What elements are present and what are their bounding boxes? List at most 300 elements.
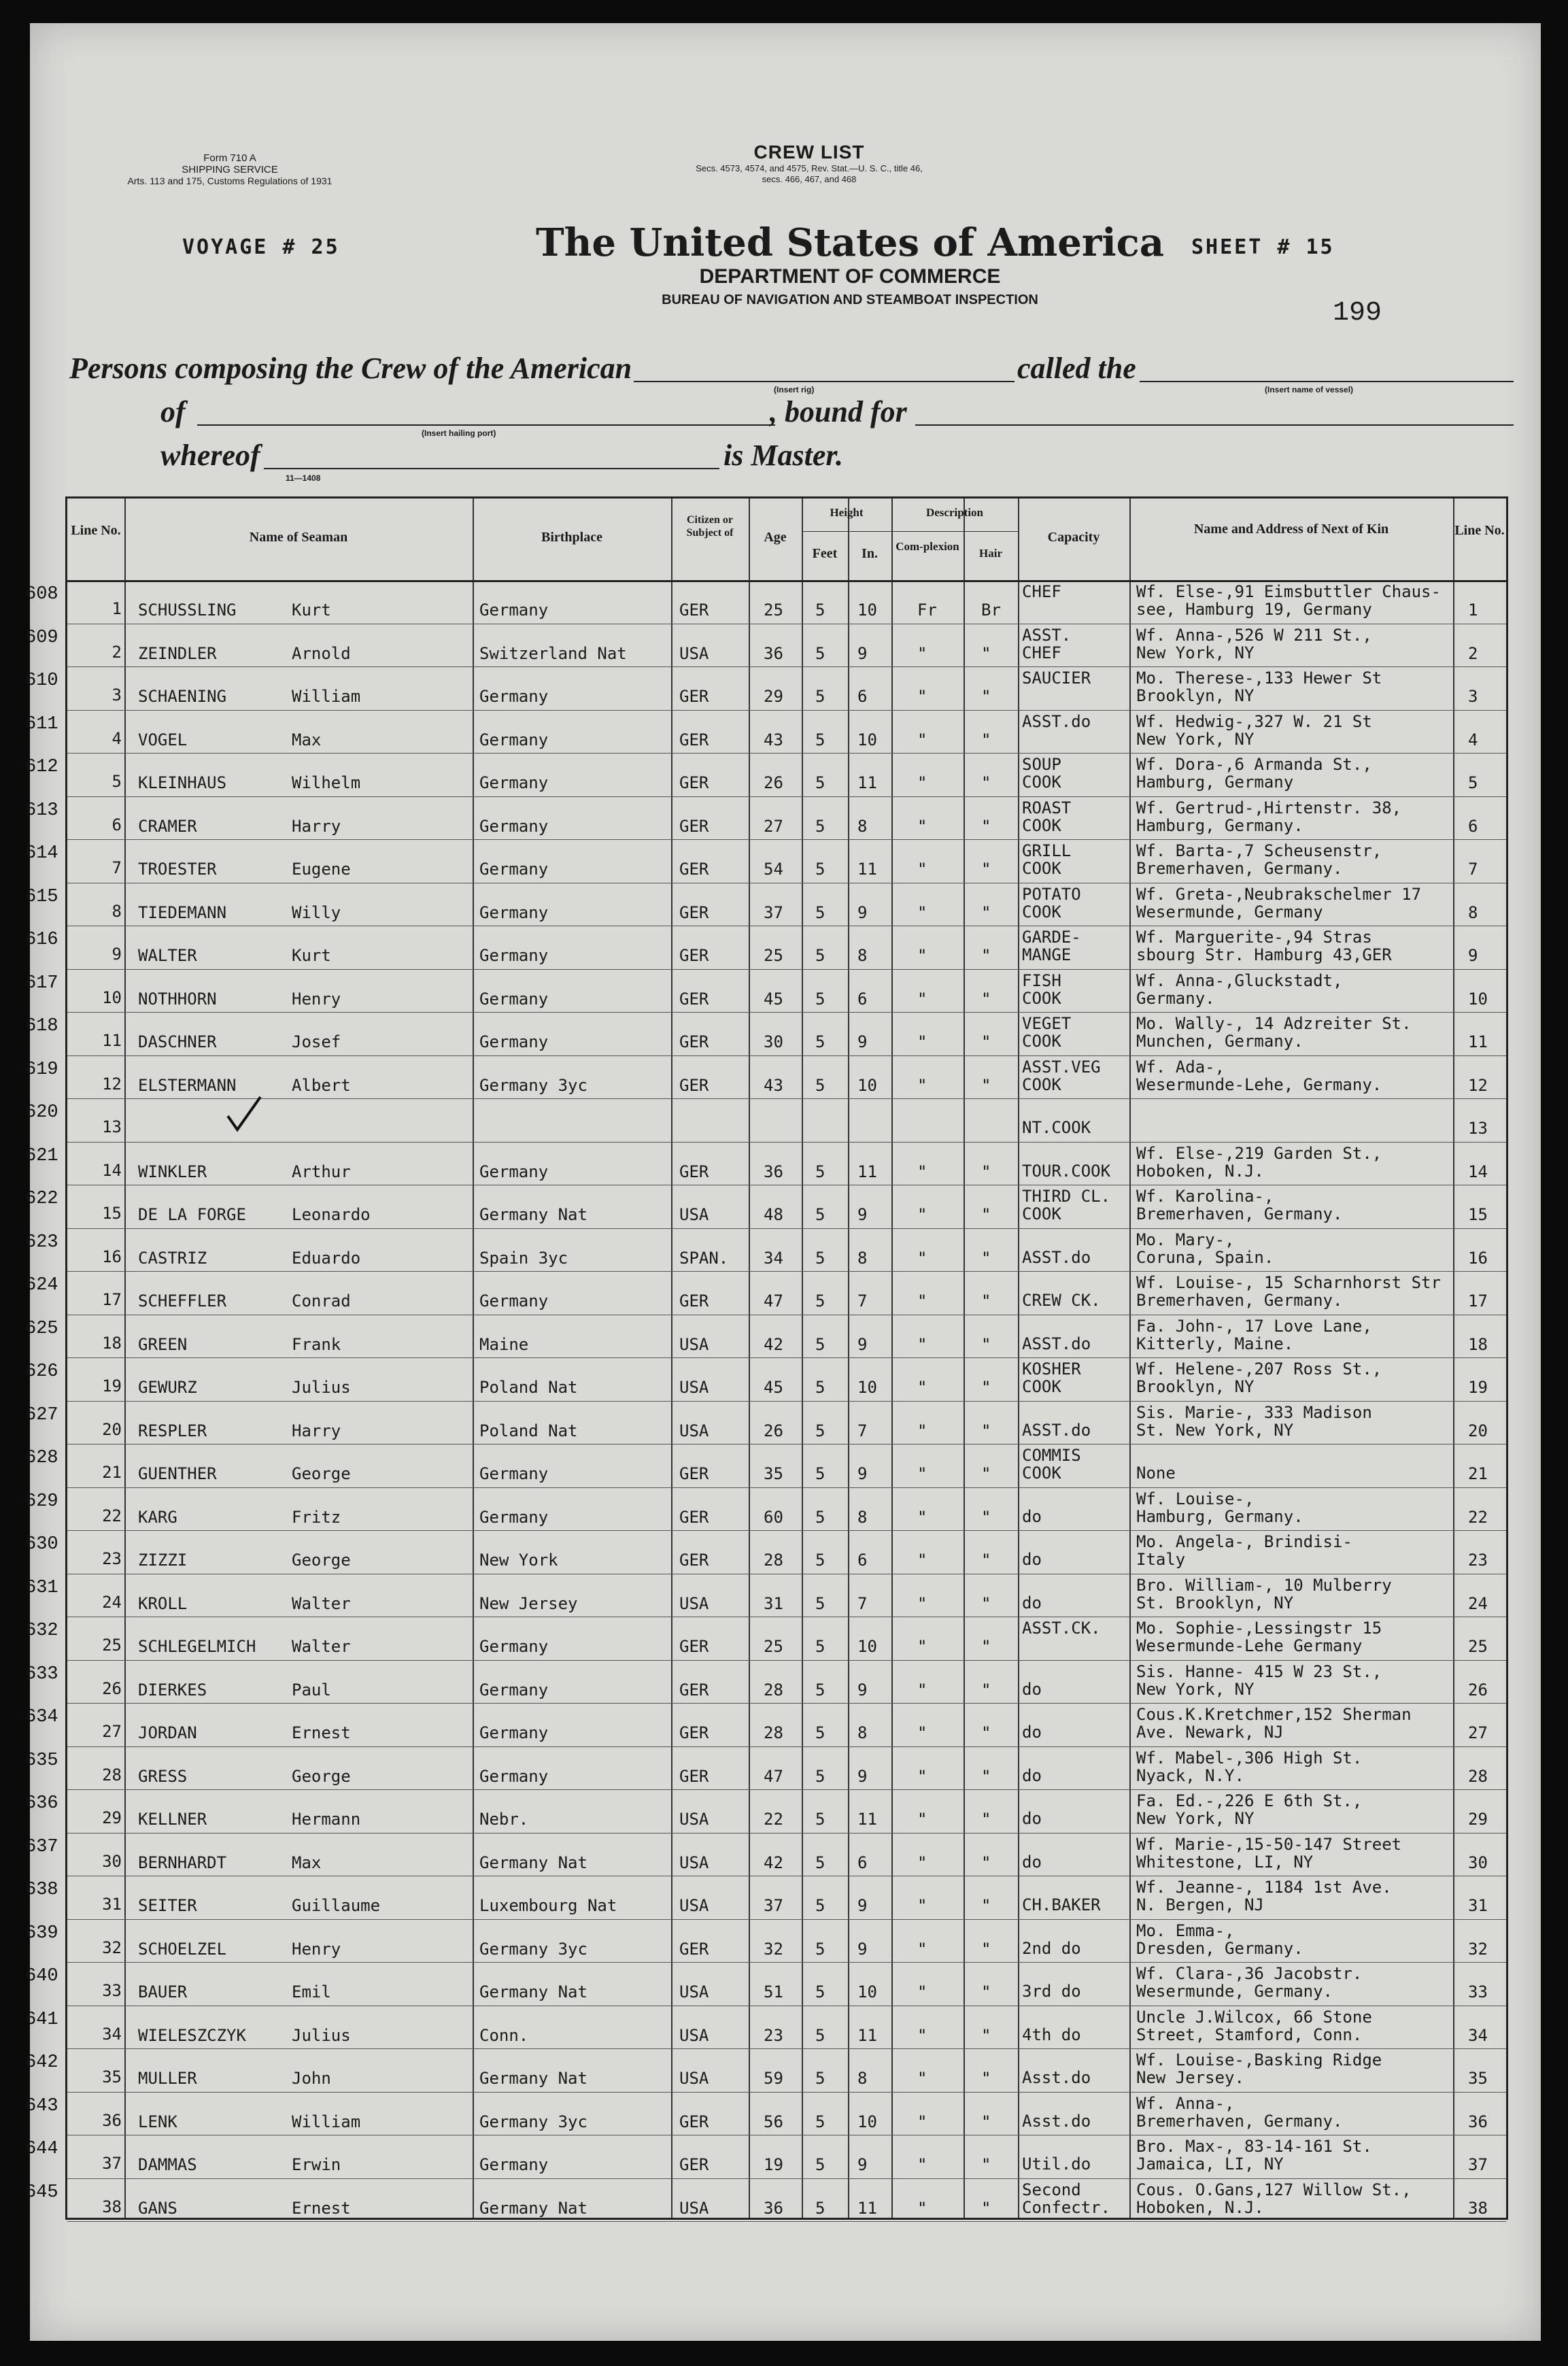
kin-line1: Cous.K.Kretchmer,152 Sherman [1136, 1705, 1412, 1724]
line-number-right: 35 [1468, 2069, 1488, 2088]
row-id: 641 [25, 2009, 58, 2030]
kin-line1: Wf. Gertrud-,Hirtenstr. 38, [1136, 798, 1402, 817]
line-number-right: 30 [1468, 1853, 1488, 1872]
row-id: 620 [25, 1102, 58, 1123]
birthplace: Germany 3yc [479, 1939, 587, 1959]
col-feet: Feet [812, 546, 838, 561]
complexion: " [917, 687, 927, 706]
seaman-surname: GRESS [138, 1766, 188, 1786]
line-number-right: 5 [1468, 773, 1478, 792]
age: 42 [764, 1334, 783, 1354]
crew-row [25, 1487, 1506, 1532]
seaman-given-name: Josef [292, 1032, 341, 1051]
stamp-number: 199 [1333, 298, 1382, 328]
citizenship: GER [679, 1551, 709, 1570]
seaman-surname: MULLER [138, 2069, 197, 2088]
citizenship: GER [679, 1507, 709, 1527]
kin-line1: Cous. O.Gans,127 Willow St., [1136, 2180, 1412, 2199]
capacity-line2: COOK [1022, 773, 1061, 792]
height-feet: 5 [815, 2112, 825, 2131]
seaman-surname: CASTRIZ [138, 1248, 207, 1268]
seaman-surname: SCHUSSLING [138, 601, 237, 620]
master-line [264, 468, 719, 469]
complexion: " [917, 643, 927, 663]
complexion: Fr [917, 601, 937, 620]
seaman-given-name: Willy [292, 902, 341, 922]
crew-row [25, 1962, 1506, 2006]
department-title: DEPARTMENT OF COMMERCE [699, 265, 1001, 288]
line-number: 25 [102, 1636, 122, 1655]
capacity-line2: 4th do [1022, 2025, 1081, 2044]
capacity-line2: Asst.do [1022, 2111, 1091, 2131]
line-number: 11 [102, 1031, 122, 1050]
height-feet: 5 [815, 1205, 825, 1224]
capacity-line1: FISH [1022, 970, 1061, 990]
complexion: " [917, 2155, 927, 2174]
destination-line [915, 424, 1514, 426]
birthplace: Germany 3yc [479, 2112, 587, 2131]
row-id: 609 [25, 627, 58, 648]
line-number-right: 28 [1468, 1766, 1488, 1786]
citizenship: GER [679, 946, 709, 965]
height-feet: 5 [815, 816, 825, 836]
capacity-line2: Confectr. [1022, 2197, 1111, 2217]
citizenship: USA [679, 2198, 709, 2218]
row-id: 634 [25, 1707, 58, 1727]
crew-row [25, 2135, 1506, 2179]
crew-row [25, 2048, 1506, 2093]
seaman-surname: DE LA FORGE [138, 1205, 246, 1224]
crew-row [25, 1574, 1506, 1618]
intro-called-the: called the [1017, 352, 1136, 385]
capacity-line1: ASST. [1022, 625, 1072, 645]
capacity-line2: do [1022, 1506, 1042, 1526]
capacity-line2: Util.do [1022, 2154, 1091, 2174]
citizenship: USA [679, 1205, 709, 1224]
row-id: 621 [25, 1145, 58, 1166]
birthplace: Germany [479, 1766, 549, 1786]
row-id: 628 [25, 1448, 58, 1468]
height-feet: 5 [815, 1378, 825, 1397]
crew-row [25, 580, 1506, 624]
kin-line1: Wf. Louise-,Basking Ridge [1136, 2050, 1382, 2069]
birthplace: Conn. [479, 2025, 529, 2045]
capacity-line1: ASST.VEG [1022, 1057, 1101, 1077]
kin-line1: Bro. William-, 10 Mulberry [1136, 1575, 1392, 1595]
row-id: 643 [25, 2095, 58, 2116]
line-number: 8 [112, 901, 122, 921]
hair: " [981, 2025, 991, 2045]
hair: " [981, 902, 991, 922]
height-inches: 11 [857, 2198, 877, 2218]
capacity-line1: COMMIS [1022, 1446, 1081, 1465]
seaman-given-name: John [292, 2069, 331, 2088]
age: 54 [764, 860, 783, 879]
hair: " [981, 1853, 991, 1872]
capacity-line2: COOK [1022, 1464, 1061, 1483]
line-number-right: 34 [1468, 2025, 1488, 2045]
height-feet: 5 [815, 1982, 825, 2001]
intro-bound-for: , bound for [770, 395, 907, 428]
height-feet: 5 [815, 1680, 825, 1700]
capacity-line2: TOUR.COOK [1022, 1161, 1111, 1181]
line-number: 33 [102, 1981, 122, 2000]
seaman-given-name: Harry [292, 816, 341, 836]
seaman-surname: TROESTER [138, 860, 217, 879]
age: 47 [764, 1291, 783, 1311]
line-number-right: 6 [1468, 816, 1478, 836]
kin-line2: Hamburg, Germany. [1136, 1506, 1303, 1526]
capacity-line2: COOK [1022, 1032, 1061, 1051]
crew-row [25, 666, 1506, 711]
kin-line1: Mo. Therese-,133 Hewer St [1136, 669, 1382, 688]
kin-line2: Coruna, Spain. [1136, 1247, 1274, 1267]
kin-line1: Wf. Anna-, [1136, 2093, 1235, 2113]
hair: " [981, 730, 991, 749]
kin-line1: Uncle J.Wilcox, 66 Stone [1136, 2007, 1372, 2027]
height-inches: 10 [857, 1637, 877, 1656]
kin-line2: Bremerhaven, Germany. [1136, 2111, 1343, 2131]
seaman-given-name: William [292, 2112, 361, 2131]
kin-line2: Brooklyn, NY [1136, 1377, 1255, 1396]
line-number-right: 19 [1468, 1378, 1488, 1397]
row-id: 614 [25, 843, 58, 864]
line-number: 3 [112, 686, 122, 705]
crew-list-sections-2: secs. 466, 467, and 468 [762, 174, 857, 184]
height-inches: 11 [857, 2025, 877, 2045]
seaman-surname: DIERKES [138, 1680, 207, 1700]
kin-line2: New York, NY [1136, 643, 1255, 662]
hair: " [981, 816, 991, 836]
line-number-right: 21 [1468, 1464, 1488, 1483]
seaman-given-name: Kurt [292, 946, 331, 965]
height-feet: 5 [815, 1551, 825, 1570]
col-age: Age [764, 530, 787, 545]
form-number: Form 710 A [203, 152, 256, 164]
hair: " [981, 773, 991, 792]
line-number-right: 3 [1468, 687, 1478, 706]
col-citizen: Citizen or Subject of [686, 514, 734, 539]
line-number-right: 12 [1468, 1075, 1488, 1095]
seaman-given-name: Ernest [292, 1723, 351, 1742]
age: 43 [764, 730, 783, 749]
print-code: 11—1408 [286, 473, 321, 483]
seaman-surname: SCHAENING [138, 687, 227, 706]
height-inches: 11 [857, 860, 877, 879]
citizenship: USA [679, 2025, 709, 2045]
line-number: 21 [102, 1463, 122, 1482]
capacity-line1: CHEF [1022, 582, 1061, 601]
line-number: 24 [102, 1592, 122, 1612]
kin-line2: Bremerhaven, Germany. [1136, 859, 1343, 878]
crew-row [25, 624, 1506, 668]
line-number: 14 [102, 1160, 122, 1180]
line-number: 2 [112, 642, 122, 662]
kin-line2: New York, NY [1136, 729, 1255, 749]
height-inches: 9 [857, 1032, 868, 1051]
kin-line1: Wf. Anna-,526 W 211 St., [1136, 625, 1372, 645]
kin-line2: New York, NY [1136, 1679, 1255, 1699]
hair: " [981, 1205, 991, 1224]
hair: " [981, 2112, 991, 2131]
kin-line1: Wf. Louise-, [1136, 1489, 1255, 1508]
citizenship: GER [679, 989, 709, 1009]
kin-line1: Wf. Else-,91 Eimsbuttler Chaus- [1136, 582, 1441, 601]
age: 19 [764, 2155, 783, 2174]
line-number-right: 10 [1468, 989, 1488, 1009]
line-number: 31 [102, 1895, 122, 1914]
crew-row [25, 1876, 1506, 1920]
line-number: 7 [112, 858, 122, 877]
col-birthplace: Birthplace [541, 530, 602, 545]
row-id: 622 [25, 1189, 58, 1209]
height-feet: 5 [815, 1291, 825, 1311]
row-id: 618 [25, 1016, 58, 1036]
height-feet: 5 [815, 860, 825, 879]
kin-line2: see, Hamburg 19, Germany [1136, 600, 1372, 619]
kin-line2: Italy [1136, 1550, 1186, 1569]
col-line-no: Line No. [71, 523, 121, 538]
capacity-line2: CH.BAKER [1022, 1895, 1101, 1914]
hair: " [981, 989, 991, 1009]
kin-line2: Hoboken, N.J. [1136, 1161, 1264, 1181]
kin-line1: Mo. Angela-, Brindisi- [1136, 1532, 1352, 1551]
crew-row [25, 1055, 1506, 1100]
crew-row [25, 1833, 1506, 1877]
complexion: " [917, 860, 927, 879]
insert-vessel-label: (Insert name of vessel) [1265, 385, 1354, 394]
height-inches: 11 [857, 1162, 877, 1181]
row-id: 632 [25, 1621, 58, 1641]
citizenship: GER [679, 2155, 709, 2174]
kin-line2: Kitterly, Maine. [1136, 1334, 1294, 1353]
height-feet: 5 [815, 2025, 825, 2045]
capacity-line1: GRILL [1022, 841, 1072, 860]
seaman-surname: ZEINDLER [138, 643, 217, 663]
kin-line1: Wf. Louise-, 15 Scharnhorst Str [1136, 1273, 1441, 1292]
line-number-right: 13 [1468, 1119, 1488, 1138]
kin-line2: Germany. [1136, 988, 1215, 1008]
hair: " [981, 2155, 991, 2174]
seaman-given-name: Julius [292, 1378, 351, 1397]
kin-line2: Jamaica, LI, NY [1136, 2154, 1284, 2174]
seaman-given-name: Max [292, 730, 322, 749]
col-height: Height [830, 506, 864, 519]
crew-row [25, 1530, 1506, 1574]
age: 25 [764, 946, 783, 965]
age: 36 [764, 2198, 783, 2218]
citizenship: USA [679, 1982, 709, 2001]
age: 25 [764, 1637, 783, 1656]
height-feet: 5 [815, 902, 825, 922]
height-inches: 6 [857, 989, 868, 1009]
complexion: " [917, 1939, 927, 1959]
col-hair: Hair [979, 547, 1002, 560]
height-feet: 5 [815, 2069, 825, 2088]
col-capacity: Capacity [1047, 530, 1100, 545]
height-inches: 9 [857, 1334, 868, 1354]
age: 47 [764, 1766, 783, 1786]
line-number: 15 [102, 1204, 122, 1223]
crew-list-title: CREW LIST [753, 141, 865, 163]
hair: " [981, 1248, 991, 1268]
height-feet: 5 [815, 989, 825, 1009]
age: 28 [764, 1680, 783, 1700]
bureau-title: BUREAU OF NAVIGATION AND STEAMBOAT INSPECTION [662, 292, 1038, 307]
citizenship: USA [679, 1593, 709, 1613]
age: 30 [764, 1032, 783, 1051]
age: 26 [764, 773, 783, 792]
kin-line2: Wesermunde, Germany. [1136, 1982, 1333, 2001]
crew-row [25, 1012, 1506, 1056]
kin-line1: Wf. Ada-, [1136, 1057, 1225, 1077]
crew-row [25, 1271, 1506, 1315]
line-number-right: 2 [1468, 643, 1478, 663]
hair: " [981, 1680, 991, 1700]
row-id: 631 [25, 1577, 58, 1598]
seaman-given-name: William [292, 687, 361, 706]
line-number-right: 32 [1468, 1939, 1488, 1959]
seaman-given-name: Kurt [292, 601, 331, 620]
birthplace: Germany Nat [479, 1982, 587, 2001]
kin-line1: Bro. Max-, 83-14-161 St. [1136, 2137, 1372, 2156]
birthplace: Germany Nat [479, 1853, 587, 1872]
capacity-line2: do [1022, 1765, 1042, 1785]
citizenship: GER [679, 1075, 709, 1095]
birthplace: Germany [479, 1723, 549, 1742]
crew-table [25, 496, 1508, 2220]
crew-row [25, 1919, 1506, 1963]
birthplace: Poland Nat [479, 1421, 578, 1440]
birthplace: Germany [479, 1464, 549, 1483]
kin-line1: Wf. Greta-,Neubrakschelmer 17 [1136, 884, 1422, 904]
row-id: 616 [25, 930, 58, 950]
age: 31 [764, 1593, 783, 1613]
seaman-given-name: Wilhelm [292, 773, 361, 792]
height-inches: 11 [857, 1810, 877, 1829]
seaman-surname: SCHLEGELMICH [138, 1637, 256, 1656]
kin-line2: Brooklyn, NY [1136, 686, 1255, 705]
hair: " [981, 1291, 991, 1311]
birthplace: Spain 3yc [479, 1248, 568, 1268]
height-feet: 5 [815, 1162, 825, 1181]
height-feet: 5 [815, 1896, 825, 1915]
height-inches: 10 [857, 2112, 877, 2131]
line-number: 18 [102, 1333, 122, 1353]
seaman-surname: GREEN [138, 1334, 188, 1354]
crew-row [25, 1746, 1506, 1791]
height-feet: 5 [815, 1421, 825, 1440]
kin-line1: Wf. Helene-,207 Ross St., [1136, 1359, 1382, 1379]
hair: " [981, 1810, 991, 1829]
rig-line [634, 381, 1015, 382]
row-id: 642 [25, 2052, 58, 2073]
seaman-surname: WINKLER [138, 1162, 207, 1181]
kin-line2: Wesermunde-Lehe Germany [1136, 1636, 1363, 1655]
age: 28 [764, 1723, 783, 1742]
col-line-no-right: Line No. [1454, 523, 1505, 538]
citizenship: GER [679, 601, 709, 620]
seaman-given-name: Leonardo [292, 1205, 371, 1224]
capacity-line1: KOSHER [1022, 1359, 1081, 1379]
complexion: " [917, 946, 927, 965]
line-number-right: 27 [1468, 1723, 1488, 1742]
col-description: Description [925, 506, 984, 519]
line-number-right: 4 [1468, 730, 1478, 749]
hair: " [981, 1939, 991, 1959]
capacity-line1: VEGET [1022, 1014, 1072, 1033]
hair: " [981, 1637, 991, 1656]
citizenship: USA [679, 1334, 709, 1354]
seaman-given-name: Eduardo [292, 1248, 361, 1268]
height-inches: 8 [857, 2069, 868, 2088]
capacity-line1: THIRD CL. [1022, 1187, 1111, 1206]
intro-persons: Persons composing the Crew of the American [69, 352, 632, 385]
vessel-line [1140, 381, 1514, 382]
seaman-surname: GANS [138, 2198, 177, 2218]
seaman-given-name: Paul [292, 1680, 331, 1700]
line-number: 6 [112, 815, 122, 834]
birthplace: Germany 3yc [479, 1075, 587, 1095]
capacity-line1: ASST.do [1022, 711, 1091, 731]
height-inches: 8 [857, 1507, 868, 1527]
kin-line1: Fa. Ed.-,226 E 6th St., [1136, 1791, 1363, 1810]
citizenship: USA [679, 643, 709, 663]
height-inches: 8 [857, 1248, 868, 1268]
hair: " [981, 1075, 991, 1095]
height-feet: 5 [815, 1810, 825, 1829]
hair: " [981, 2198, 991, 2218]
height-feet: 5 [815, 2155, 825, 2174]
capacity-line2: do [1022, 1593, 1042, 1612]
height-inches: 6 [857, 1853, 868, 1872]
crew-row [25, 1142, 1506, 1186]
kin-line2: Nyack, N.Y. [1136, 1765, 1244, 1785]
age: 35 [764, 1464, 783, 1483]
hair: " [981, 860, 991, 879]
citizenship: GER [679, 1291, 709, 1311]
height-inches: 9 [857, 1680, 868, 1700]
seaman-given-name: Max [292, 1853, 322, 1872]
kin-line2: N. Bergen, NJ [1136, 1895, 1264, 1914]
capacity-line2: do [1022, 1809, 1042, 1828]
line-number-right: 36 [1468, 2112, 1488, 2131]
height-feet: 5 [815, 1853, 825, 1872]
height-feet: 5 [815, 1075, 825, 1095]
citizenship: GER [679, 2112, 709, 2131]
capacity-line2: COOK [1022, 1075, 1061, 1094]
seaman-given-name: Guillaume [292, 1896, 381, 1915]
hair: " [981, 1896, 991, 1915]
citizenship: GER [679, 1939, 709, 1959]
row-id: 645 [25, 2182, 58, 2203]
height-feet: 5 [815, 601, 825, 620]
intro-of: of [160, 395, 186, 428]
complexion: " [917, 1551, 927, 1570]
kin-line1: Mo. Mary-, [1136, 1230, 1235, 1249]
height-feet: 5 [815, 1248, 825, 1268]
citizenship: GER [679, 902, 709, 922]
capacity-line2: 3rd do [1022, 1982, 1081, 2001]
line-number: 1 [112, 599, 122, 618]
capacity-line1: GARDE- [1022, 928, 1081, 947]
capacity-line2: COOK [1022, 902, 1061, 922]
height-feet: 5 [815, 730, 825, 749]
height-feet: 5 [815, 643, 825, 663]
seaman-given-name: Arthur [292, 1162, 351, 1181]
row-id: 639 [25, 1923, 58, 1944]
kin-line2: St. New York, NY [1136, 1420, 1294, 1440]
